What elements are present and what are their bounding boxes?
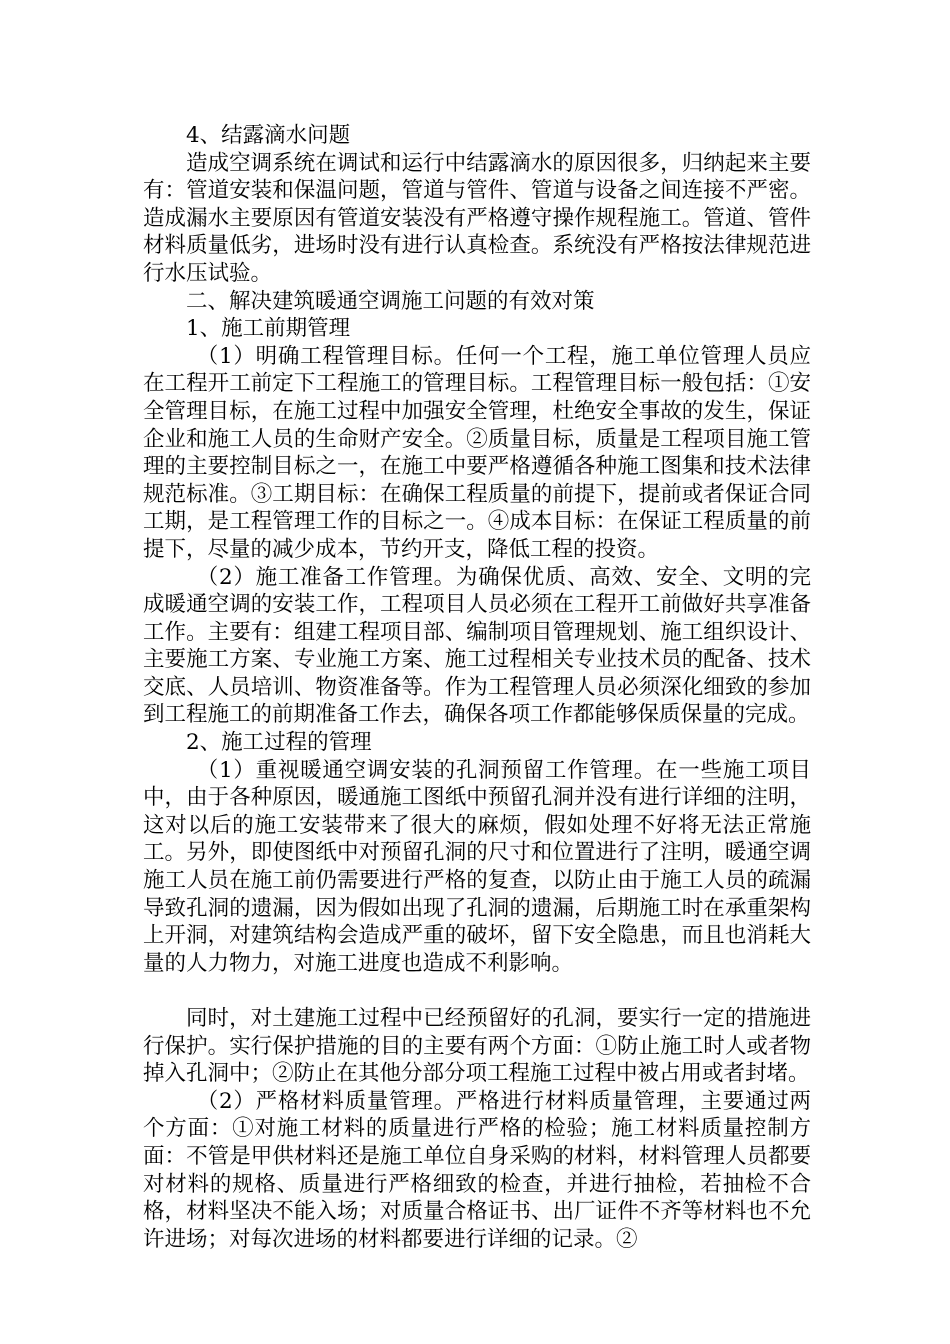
paragraph-holes: （1）重视暖通空调安装的孔洞预留工作管理。在一些施工项目中，由于各种原因，暖通施工图纸中预留孔洞并没有进行详细的注明，这对以后的施工安装带来了很大的麻烦，假如处理不好将无法正常施工。另外，即使图纸中对预留孔洞的尺寸和位置进行了注明，暖通空调施工人员在施工前仍需要进行严格的复查，以防止由于施工人员的疏漏导致孔洞的遗漏，因为假如出现了孔洞的遗漏，后期施工时在承重架构上开洞，对建筑结构会造成严重的破坏，留下安全隐患，而且也消耗大量的人力物力，对施工进度也造成不利影响。	[143, 757, 811, 976]
paragraph-goals: （1）明确工程管理目标。任何一个工程，施工单位管理人员应在工程开工前定下工程施工的管理目标。工程管理目标一般包括：①安全管理目标，在施工过程中加强安全管理，杜绝安全事故的发生，保证企业和施工人员的生命财产安全。②质量目标，质量是工程项目施工管理的主要控制目标之一，在施工中要严格遵循各种施工图集和技术法律规范标准。③工期目标：在确保工程质量的前提下，提前或者保证合同工期，是工程管理工作的目标之一。④成本目标：在保证工程质量的前提下，尽量的减少成本，节约开支，降低工程的投资。	[143, 343, 811, 562]
paragraph-preparation: （2）施工准备工作管理。为确保优质、高效、安全、文明的完成暖通空调的安装工作，工程项目人员必须在工程开工前做好共享准备工作。主要有：组建工程项目部、编制项目管理规划、施工组织设计、主要施工方案、专业施工方案、施工过程相关专业技术员的配备、技术交底、人员培训、物资准备等。作为工程管理人员必须深化细致的参加到工程施工的前期准备工作去，确保各项工作都能够保质保量的完成。	[143, 564, 811, 728]
heading-condensation: 4、结露滴水问题	[186, 123, 351, 148]
paragraph-condensation: 造成空调系统在调试和运行中结露滴水的原因很多，归纳起来主要有：管道安装和保温问题，管道与管件、管道与设备之间连接不严密。造成漏水主要原因有管道安装没有严格遵守操作规程施工。管道、管件材料质量低劣，进场时没有进行认真检查。系统没有严格按法律规范进行水压试验。	[143, 150, 811, 286]
heading-early-management: 1、施工前期管理	[186, 316, 351, 342]
paragraph-gap	[143, 977, 811, 1005]
paragraph-material: （2）严格材料质量管理。严格进行材料质量管理，主要通过两个方面：①对施工材料的质量进行严格的检验；施工材料质量控制方面：不管是甲供材料还是施工单位自身采购的材料，材料管理人员都要对材料的规格、质量进行严格细致的检查，并进行抽检，若抽检不合格，材料坚决不能入场；对质量合格证书、出厂证件不齐等材料也不允许进场；对每次进场的材料都要进行详细的记录。②	[143, 1088, 811, 1252]
paragraph-protection: 同时，对土建施工过程中已经预留好的孔洞，要实行一定的措施进行保护。实行保护措施的目的主要有两个方面：①防止施工时人或者物掉入孔洞中；②防止在其他分部分项工程施工过程中被占用或者封堵。	[143, 1006, 811, 1087]
heading-section-2: 二、解决建筑暖通空调施工问题的有效对策	[186, 288, 595, 314]
document-body	[143, 122, 811, 1253]
heading-process-management: 2、施工过程的管理	[186, 730, 372, 756]
